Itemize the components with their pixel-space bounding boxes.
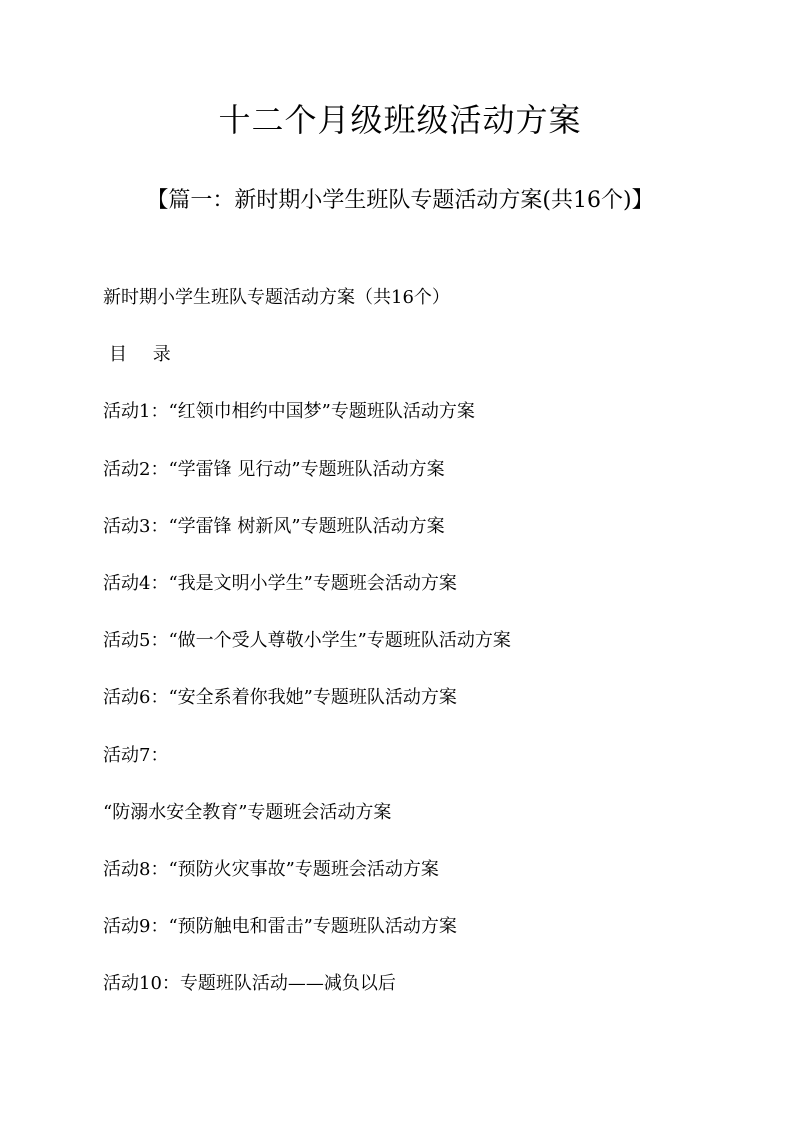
toc-item-7-continued: “防溺水安全教育”专题班会活动方案: [103, 801, 392, 823]
toc-item-5: 活动5：“做一个受人尊敬小学生”专题班队活动方案: [103, 630, 511, 652]
toc-item-7: 活动7：: [103, 744, 169, 766]
document-subtitle: 【篇一：新时期小学生班队专题活动方案(共16个)】: [146, 188, 654, 213]
document-title: 十二个月级班级活动方案: [218, 101, 582, 139]
document-body: [103, 283, 763, 1026]
toc-item-4: 活动4：“我是文明小学生”专题班会活动方案: [103, 572, 457, 594]
toc-item-9: 活动9：“预防触电和雷击”专题班队活动方案: [103, 916, 457, 938]
toc-item-3: 活动3：“学雷锋 树新风”专题班队活动方案: [103, 515, 445, 537]
toc-label: 目 录: [109, 344, 181, 366]
toc-item-1: 活动1：“红领巾相约中国梦”专题班队活动方案: [103, 401, 475, 423]
toc-item-6: 活动6：“安全系着你我她”专题班队活动方案: [103, 687, 457, 709]
section-heading: 新时期小学生班队专题活动方案（共16个）: [103, 287, 450, 308]
toc-item-10: 活动10：专题班队活动——减负以后: [103, 973, 396, 995]
toc-item-8: 活动8：“预防火灾事故”专题班会活动方案: [103, 858, 439, 880]
toc-item-2: 活动2：“学雷锋 见行动”专题班队活动方案: [103, 458, 445, 480]
